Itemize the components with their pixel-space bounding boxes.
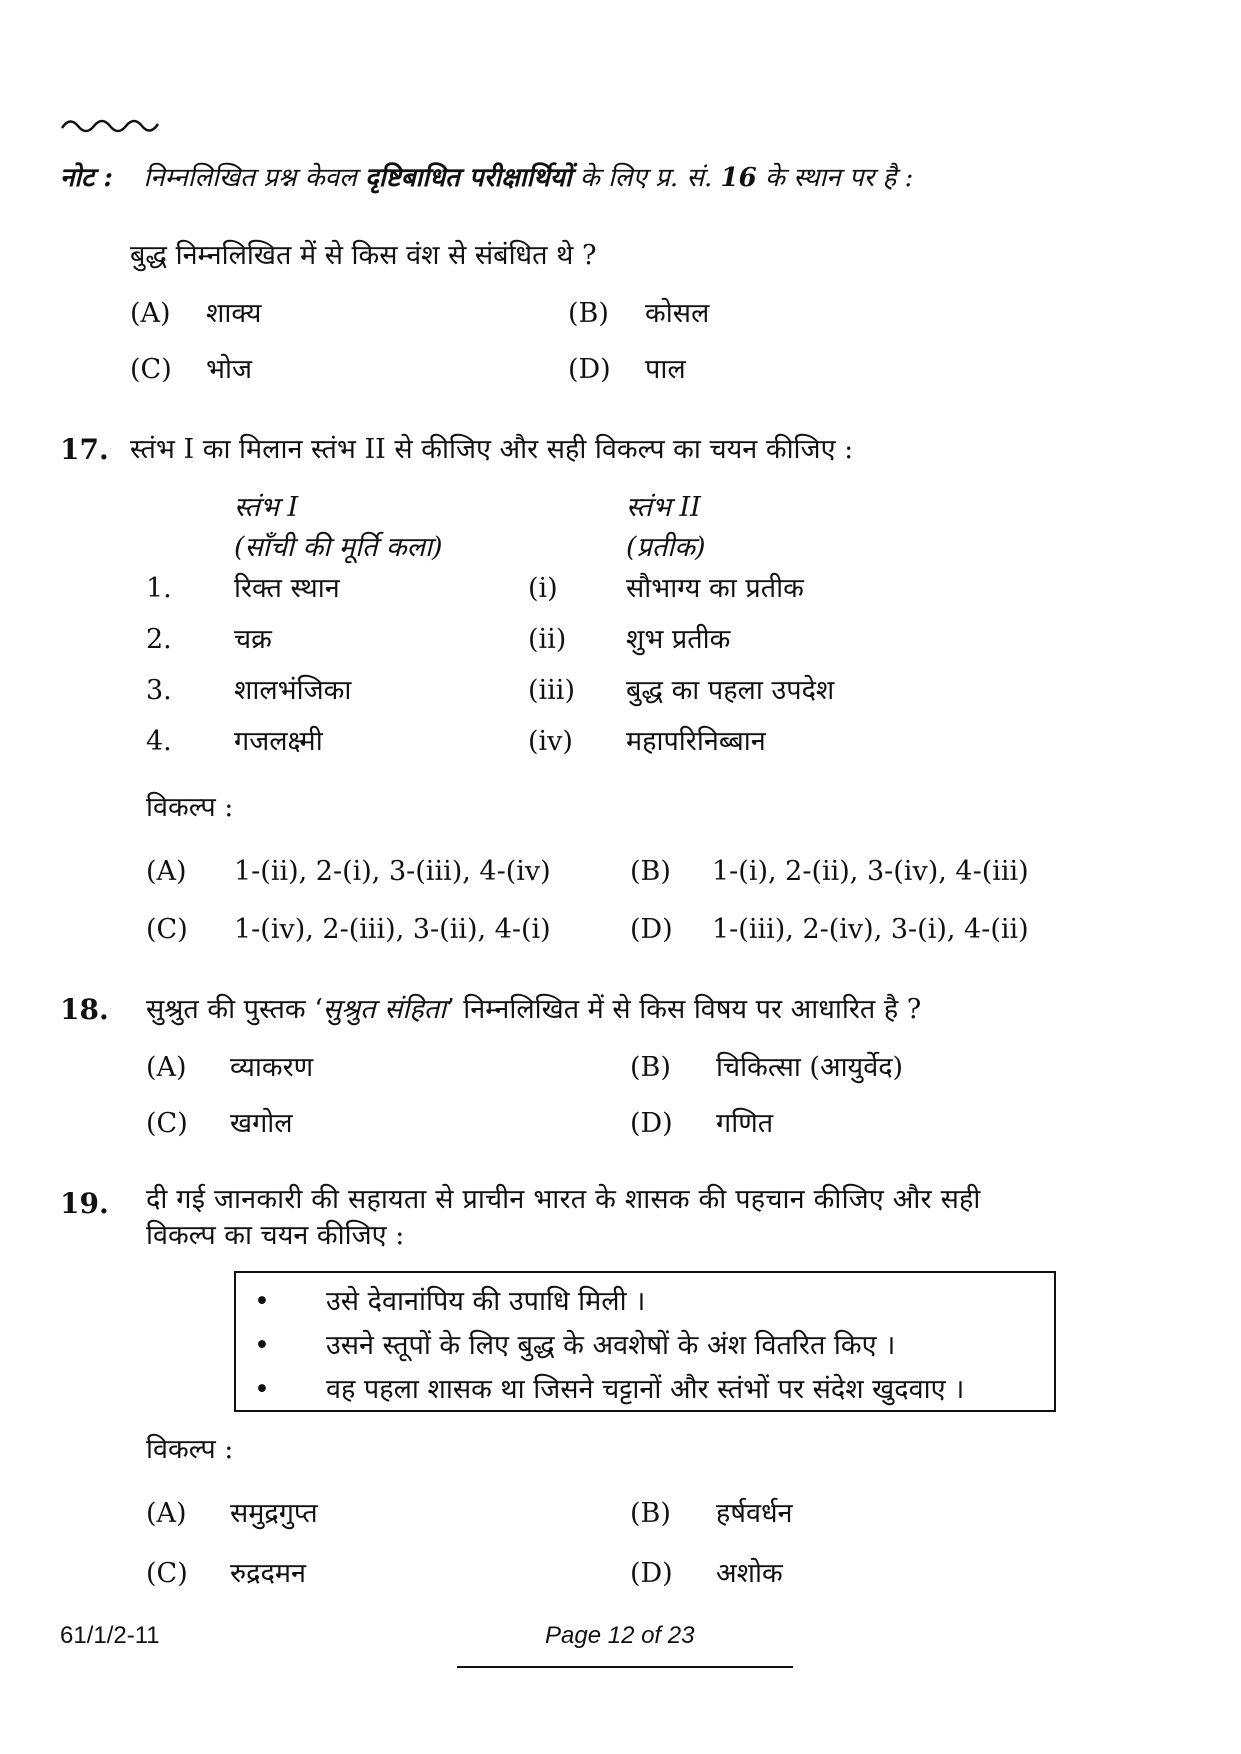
q17-option-a-key: (A) — [146, 856, 187, 887]
note-line — [60, 160, 913, 196]
q17-number: 17. — [60, 433, 109, 466]
q19-option-b-text: हर्षवर्धन — [716, 1498, 793, 1529]
q18-option-b-key: (B) — [630, 1052, 671, 1083]
q19-option-c-key: (C) — [146, 1558, 188, 1589]
q18-option-a-key: (A) — [146, 1052, 187, 1083]
q19-bullet-1-dot: • — [254, 1286, 270, 1317]
q19-bullet-3-dot: • — [254, 1374, 270, 1405]
q19-option-c-text: रुद्रदमन — [230, 1558, 306, 1589]
q19-option-b-key: (B) — [630, 1498, 671, 1529]
q17-row4-num: 4. — [146, 726, 172, 757]
q18-text-a: सुश्रुत की पुस्तक ‘ — [146, 994, 323, 1025]
q18-option-b-text: चिकित्सा (आयुर्वेद) — [716, 1052, 904, 1083]
vi-option-c-key: (C) — [130, 354, 172, 385]
q17-row2-a: चक्र — [234, 624, 272, 655]
note-label: नोट : — [60, 163, 113, 193]
vi-option-d-text: पाल — [645, 354, 686, 385]
q17-row3-r: (iii) — [528, 675, 575, 706]
q17-option-b-text: 1-(i), 2-(ii), 3-(iv), 4-(iii) — [712, 856, 1029, 887]
q17-row4-r: (iv) — [528, 726, 573, 757]
q17-row4-b: महापरिनिब्बान — [626, 726, 766, 757]
q19-option-d-text: अशोक — [716, 1558, 783, 1589]
q19-text-line1: दी गई जानकारी की सहायता से प्राचीन भारत के शासक की पहचान कीजिए और सही — [146, 1184, 981, 1215]
q18-option-d-key: (D) — [630, 1108, 673, 1139]
q18-text-italic: सुश्रुत संहिता — [322, 994, 447, 1025]
q18-option-c-key: (C) — [146, 1108, 188, 1139]
vi-option-b-text: कोसल — [645, 298, 710, 329]
q17-option-c-text: 1-(iv), 2-(iii), 3-(ii), 4-(i) — [234, 914, 551, 945]
footer-page: Page 12 of 23 — [545, 1622, 695, 1649]
q17-option-c-key: (C) — [146, 914, 188, 945]
vi-option-b-key: (B) — [568, 298, 609, 329]
q19-bullet-1: उसे देवानांपिय की उपाधि मिली । — [326, 1286, 646, 1317]
vi-option-a-key: (A) — [130, 298, 171, 329]
q17-col2-title: स्तंभ II — [626, 492, 701, 523]
q18-option-c-text: खगोल — [230, 1108, 293, 1139]
q19-options-label: विकल्प : — [146, 1434, 234, 1465]
note-text-bold: दृष्टिबाधित परीक्षार्थियों — [365, 163, 572, 193]
q18-text — [146, 992, 921, 1028]
footer-divider — [457, 1666, 793, 1668]
q17-text: स्तंभ I का मिलान स्तंभ II से कीजिए और सही विकल्प का चयन कीजिए : — [130, 434, 854, 465]
vi-option-a-text: शाक्य — [206, 298, 262, 329]
q17-option-d-key: (D) — [630, 914, 673, 945]
q19-option-a-key: (A) — [146, 1498, 187, 1529]
q17-row1-num: 1. — [146, 573, 172, 604]
q17-option-a-text: 1-(ii), 2-(i), 3-(iii), 4-(iv) — [234, 856, 551, 887]
note-text-c: के स्थान पर है : — [765, 163, 914, 193]
note-qnum: 16 — [720, 163, 757, 193]
q17-row1-a: रिक्त स्थान — [234, 573, 340, 604]
q18-number: 18. — [60, 993, 109, 1026]
q17-option-b-key: (B) — [630, 856, 671, 887]
q17-option-d-text: 1-(iii), 2-(iv), 3-(i), 4-(ii) — [712, 914, 1029, 945]
q17-row2-r: (ii) — [528, 624, 567, 655]
vi-option-d-key: (D) — [568, 354, 611, 385]
q17-options-label: विकल्प : — [146, 792, 234, 823]
note-text-b: के लिए प्र. सं. — [579, 163, 713, 193]
q17-row2-b: शुभ प्रतीक — [626, 624, 731, 655]
q17-col2-sub: (प्रतीक) — [626, 532, 706, 563]
q17-row4-a: गजलक्ष्मी — [234, 726, 323, 757]
q17-col1-title: स्तंभ I — [234, 492, 299, 523]
note-text-a: निम्नलिखित प्रश्न केवल — [143, 163, 357, 193]
q19-bullet-2: उसने स्तूपों के लिए बुद्ध के अवशेषों के अंश वितरित किए । — [326, 1330, 896, 1361]
vi-question-text: बुद्ध निम्नलिखित में से किस वंश से संबंधित थे ? — [130, 240, 597, 271]
q18-text-b: ’ निम्नलिखित में से किस विषय पर आधारित है ? — [446, 994, 922, 1025]
q19-option-a-text: समुद्रगुप्त — [230, 1498, 318, 1529]
q17-col1-sub: (साँची की मूर्ति कला) — [234, 532, 443, 563]
q18-option-d-text: गणित — [716, 1108, 774, 1139]
q18-option-a-text: व्याकरण — [230, 1052, 314, 1083]
q19-bullet-3: वह पहला शासक था जिसने चट्टानों और स्तंभों पर संदेश खुदवाए । — [326, 1374, 965, 1405]
wavy-mark-icon — [60, 114, 160, 136]
q17-row3-b: बुद्ध का पहला उपदेश — [626, 675, 835, 706]
q17-row3-a: शालभंजिका — [234, 675, 352, 706]
q17-row2-num: 2. — [146, 624, 172, 655]
q19-number: 19. — [60, 1187, 109, 1220]
q19-option-d-key: (D) — [630, 1558, 673, 1589]
vi-option-c-text: भोज — [206, 354, 253, 385]
q19-bullet-2-dot: • — [254, 1330, 270, 1361]
q19-text-line2: विकल्प का चयन कीजिए : — [146, 1220, 405, 1251]
footer-code: 61/1/2-11 — [60, 1622, 160, 1649]
q17-row3-num: 3. — [146, 675, 172, 706]
q17-row1-b: सौभाग्य का प्रतीक — [626, 573, 804, 604]
q17-row1-r: (i) — [528, 573, 558, 604]
